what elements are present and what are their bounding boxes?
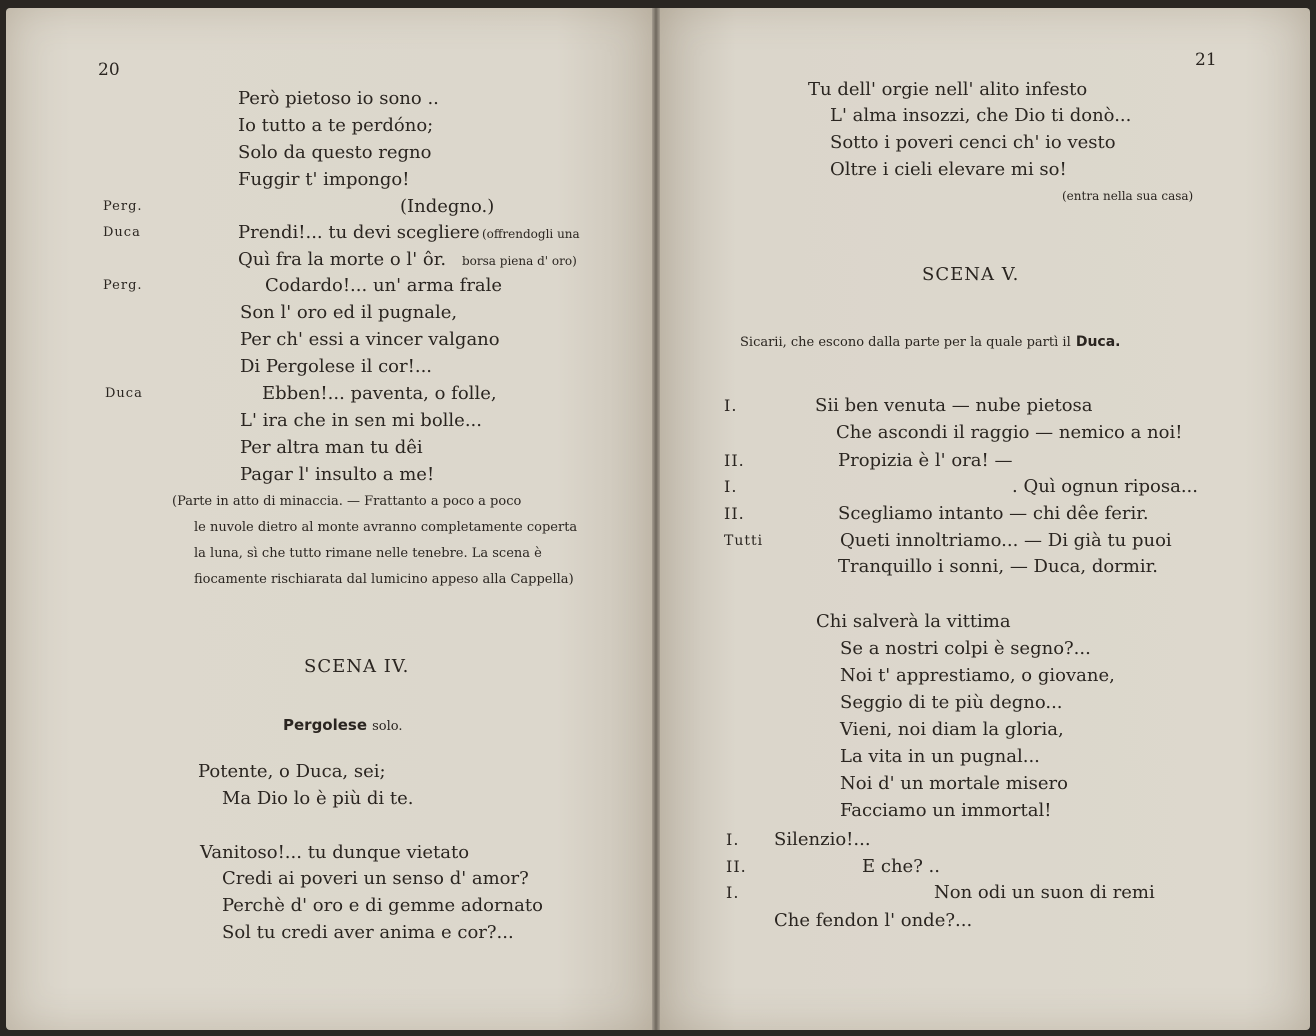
- left-page-number: 20: [98, 60, 120, 80]
- stage-direction: (Parte in atto di minaccia. — Frattanto a poco a poco: [172, 494, 522, 509]
- verse-line: Sotto i poveri cenci ch' io vesto: [830, 132, 1116, 153]
- verse-line: Tranquillo i sonni, — Duca, dormir.: [838, 556, 1158, 577]
- verse-line: Chi salverà la vittima: [816, 611, 1011, 632]
- verse-line: Io tutto a te perdóno;: [238, 115, 434, 136]
- speaker-label: Duca: [105, 386, 143, 401]
- verse-line: Propizia è l' ora! —: [838, 450, 1013, 471]
- speaker-label: Perg.: [103, 278, 143, 293]
- verse-line: Sii ben venuta — nube pietosa: [815, 395, 1093, 416]
- verse-line: Noi t' apprestiamo, o giovane,: [840, 665, 1115, 686]
- character-note: solo.: [372, 719, 403, 734]
- aside-note: (offrendogli una: [482, 227, 580, 241]
- verse-line: Facciamo un immortal!: [840, 800, 1052, 821]
- book-gutter: [652, 8, 660, 1030]
- verse-line: Sol tu credi aver anima e cor?...: [222, 922, 514, 943]
- verse-line: Scegliamo intanto — chi dêe ferir.: [838, 503, 1149, 524]
- verse-line: Che ascondi il raggio — nemico a noi!: [836, 422, 1183, 443]
- verse-line: Pagar l' insulto a me!: [240, 464, 435, 485]
- speaker-label: II.: [726, 857, 747, 876]
- verse-line: Vanitoso!... tu dunque vietato: [200, 842, 470, 863]
- verse-line: Silenzio!...: [774, 829, 871, 850]
- verse-line: Codardo!... un' arma frale: [265, 275, 503, 296]
- verse-line: Di Pergolese il cor!...: [240, 356, 433, 377]
- speaker-label: I.: [724, 396, 738, 415]
- scene-title: SCENA IV.: [304, 656, 410, 677]
- character-name: Duca.: [1075, 334, 1121, 350]
- stage-direction: la luna, sì che tutto rimane nelle tenebre. La scena è: [194, 546, 542, 561]
- verse-line: Per ch' essi a vincer valgano: [240, 329, 500, 350]
- verse-line: Ebben!... paventa, o folle,: [262, 383, 497, 404]
- verse-line: Tu dell' orgie nell' alito infesto: [808, 79, 1088, 100]
- verse-line: . Quì ognun riposa...: [1012, 476, 1198, 497]
- verse-line: Solo da questo regno: [238, 142, 432, 163]
- verse-line: Per altra man tu dêi: [240, 437, 423, 458]
- speaker-label: I.: [724, 477, 738, 496]
- verse-line: Potente, o Duca, sei;: [198, 761, 386, 782]
- aside-note: borsa piena d' oro): [462, 254, 577, 268]
- verse-line: Credi ai poveri un senso d' amor?: [222, 868, 529, 889]
- verse-line: Noi d' un mortale misero: [840, 773, 1068, 794]
- verse-line: Ma Dio lo è più di te.: [222, 788, 414, 809]
- speaker-label: Tutti: [724, 533, 764, 549]
- verse-line: Seggio di te più degno...: [840, 692, 1063, 713]
- verse-line: Perchè d' oro e di gemme adornato: [222, 895, 543, 916]
- stage-direction: fiocamente rischiarata dal lumicino appeso alla Cappella): [194, 572, 574, 587]
- verse-line: Però pietoso io sono ..: [238, 88, 439, 109]
- speaker-label: I.: [726, 830, 740, 849]
- verse-line: Queti innoltriamo... — Di già tu puoi: [840, 530, 1172, 551]
- scene-heading: [740, 331, 1120, 350]
- verse-line: L' alma insozzi, che Dio ti donò...: [830, 105, 1132, 126]
- verse-line: Se a nostri colpi è segno?...: [840, 638, 1091, 659]
- scene-intro: Sicarii, che escono dalla parte per la quale partì il: [740, 335, 1071, 350]
- verse-line: Oltre i cieli elevare mi so!: [830, 159, 1067, 180]
- speaker-label: II.: [724, 451, 745, 470]
- verse-line: La vita in un pugnal...: [840, 746, 1040, 767]
- stage-direction: (entra nella sua casa): [1062, 189, 1194, 203]
- right-page-number: 21: [1195, 50, 1217, 70]
- speaker-label: I.: [726, 883, 740, 902]
- verse-line: Son l' oro ed il pugnale,: [240, 302, 458, 323]
- verse-line: E che? ..: [862, 856, 941, 877]
- verse-line: Quì fra la morte o l' ôr.: [238, 249, 447, 270]
- speaker-label: Perg.: [103, 199, 143, 214]
- speaker-label: II.: [724, 504, 745, 523]
- verse-line: (Indegno.): [400, 196, 495, 217]
- scene-title: SCENA V.: [922, 264, 1020, 285]
- verse-line: Che fendon l' onde?...: [774, 910, 973, 931]
- speaker-label: Duca: [103, 225, 141, 240]
- verse-line: Fuggir t' impongo!: [238, 169, 410, 190]
- verse-line: Prendi!... tu devi scegliere: [238, 222, 480, 243]
- character-name: Pergolese: [283, 716, 368, 734]
- verse-line: L' ira che in sen mi bolle...: [240, 410, 482, 431]
- stage-direction: le nuvole dietro al monte avranno completamente coperta: [194, 520, 578, 535]
- scene-heading: [283, 715, 403, 734]
- verse-line: Non odi un suon di remi: [934, 882, 1155, 903]
- verse-line: Vieni, noi diam la gloria,: [840, 719, 1064, 740]
